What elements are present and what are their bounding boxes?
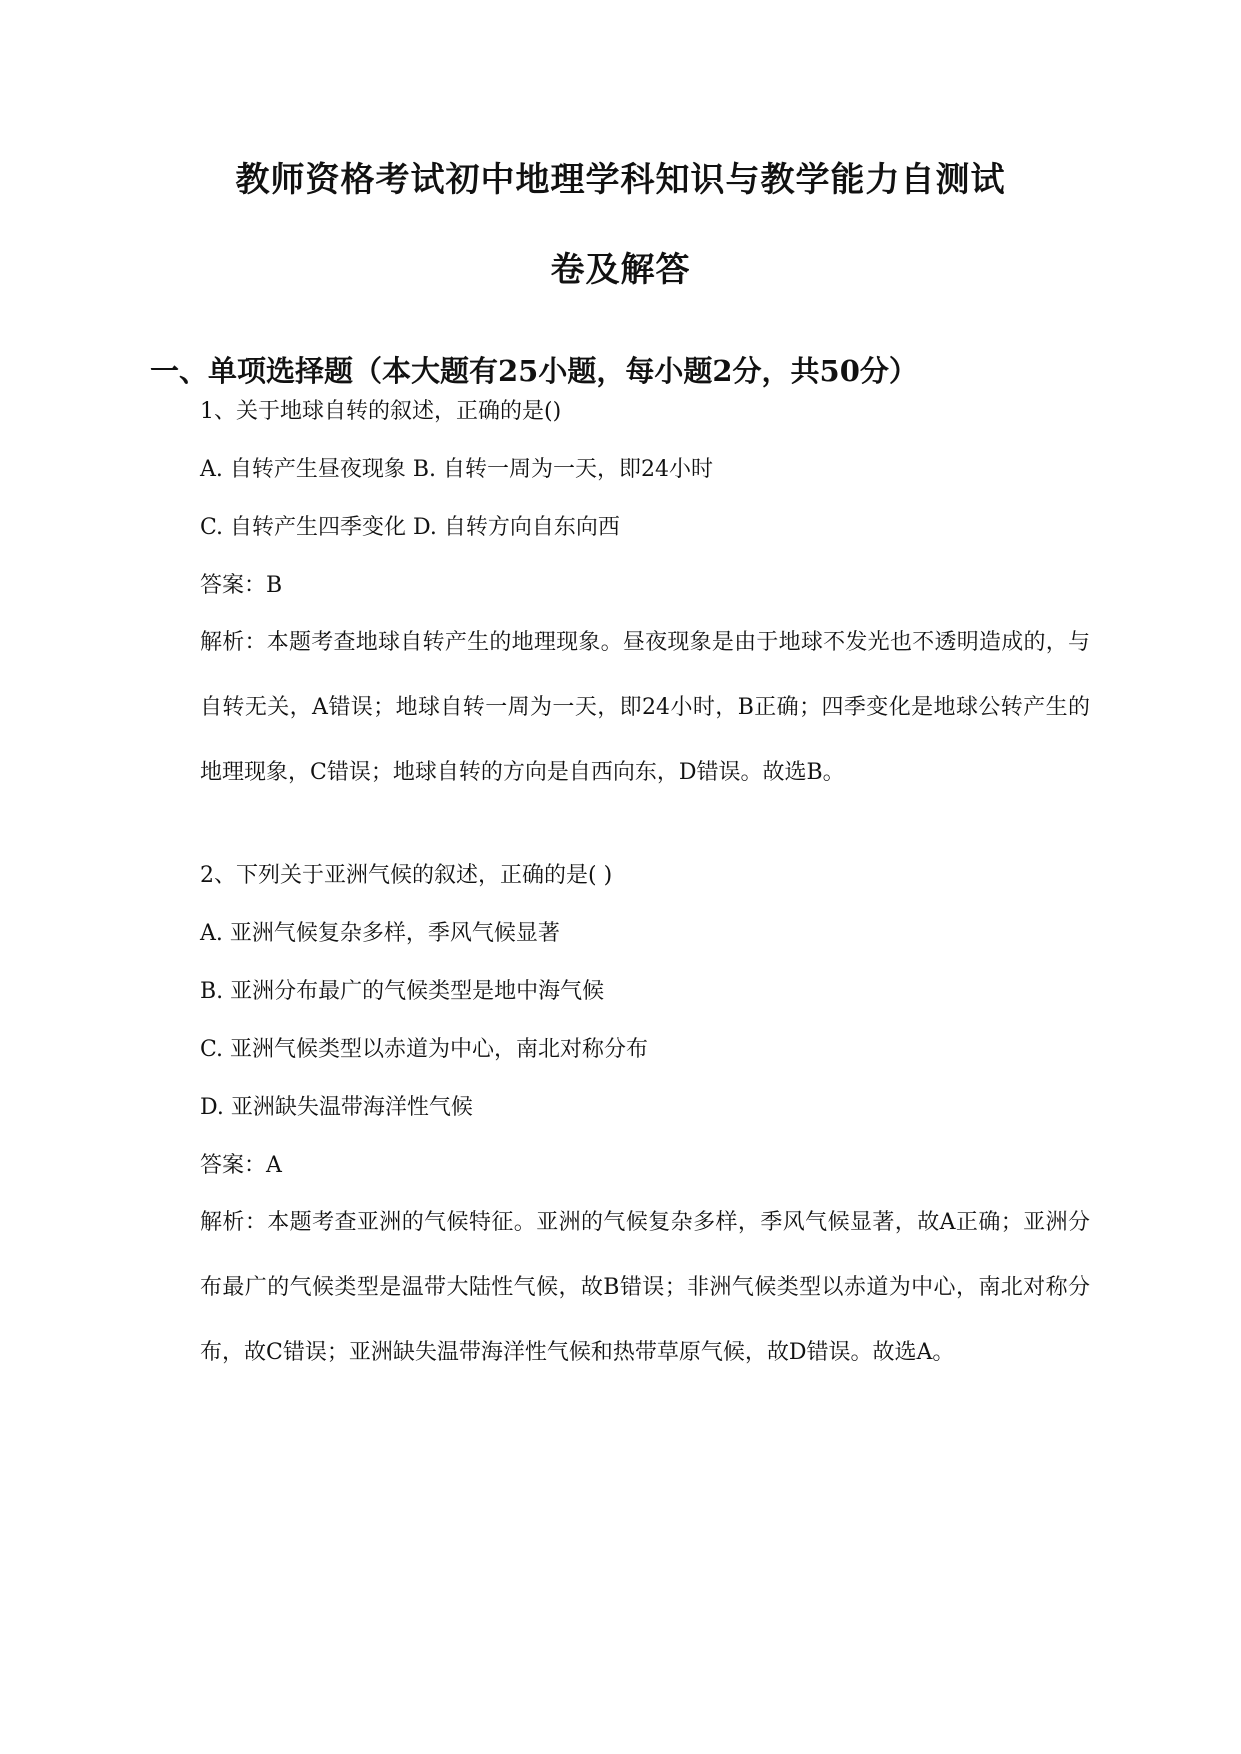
- question-2-stem: 2、下列关于亚洲气候的叙述，正确的是( ): [200, 863, 613, 888]
- question-2-analysis: 解析：本题考查亚洲的气候特征。亚洲的气候复杂多样，季风气候显著，故A正确；亚洲分布最广的气候类型是温带大陆性气候，故B错误；非洲气候类型以赤道为中心，南北对称分布，故C错误；亚洲缺失温带海洋性气候和热带草原气候，故D错误。故选A。: [200, 1210, 1091, 1365]
- question-2-option-a: A. 亚洲气候复杂多样，季风气候显著: [200, 921, 560, 946]
- question-2-option-c: C. 亚洲气候类型以赤道为中心，南北对称分布: [200, 1037, 649, 1062]
- document-title-line-2: 卷及解答: [550, 250, 691, 290]
- question-2-option-b: B. 亚洲分布最广的气候类型是地中海气候: [200, 979, 605, 1004]
- section-heading: 一、单项选择题（本大题有25小题，每小题2分，共50分）: [150, 354, 918, 388]
- document-title-line-1: 教师资格考试初中地理学科知识与教学能力自测试: [235, 160, 1006, 200]
- question-1-options-ab: A. 自转产生昼夜现象 B. 自转一周为一天，即24小时: [200, 457, 714, 482]
- question-1-options-cd: C. 自转产生四季变化 D. 自转方向自东向西: [200, 515, 620, 540]
- question-1-answer: 答案：B: [200, 573, 283, 598]
- question-1-analysis: 解析：本题考查地球自转产生的地理现象。昼夜现象是由于地球不发光也不透明造成的，与自转无关，A错误；地球自转一周为一天，即24小时，B正确；四季变化是地球公转产生的地理现象，C错误；地球自转的方向是自西向东，D错误。故选B。: [200, 630, 1090, 785]
- question-1-stem: 1、关于地球自转的叙述，正确的是(): [200, 399, 562, 424]
- question-2-option-d: D. 亚洲缺失温带海洋性气候: [200, 1095, 473, 1120]
- question-2-answer: 答案：A: [200, 1153, 282, 1178]
